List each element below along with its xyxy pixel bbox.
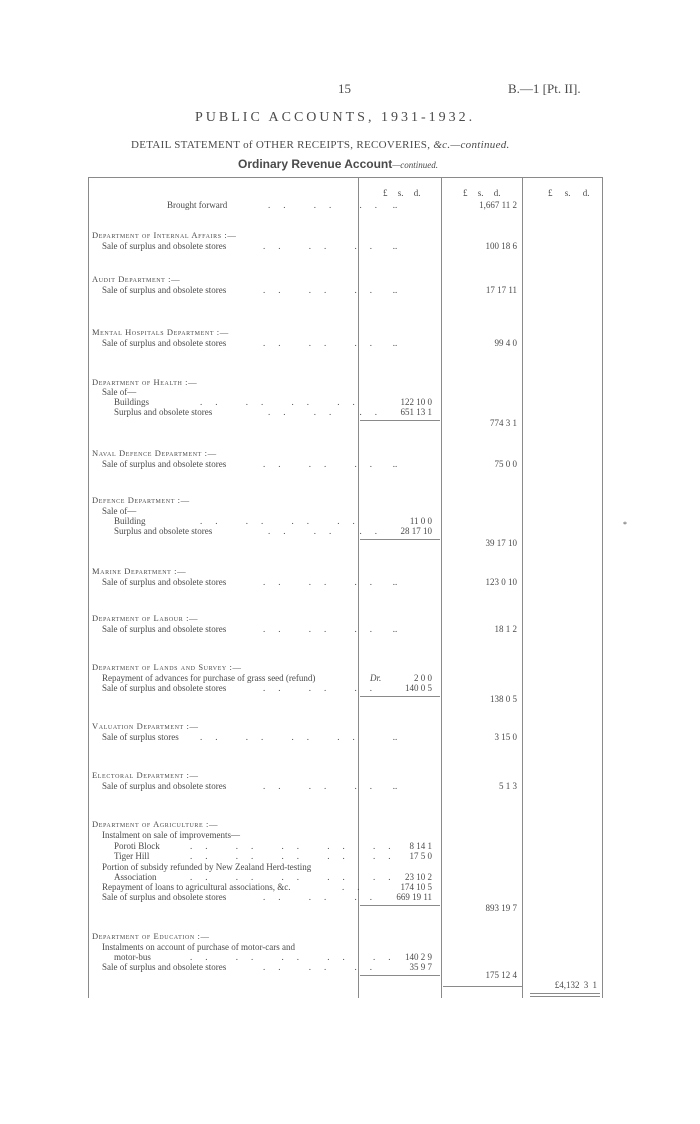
line-item: Sale of surplus and obsolete stores — [102, 781, 227, 791]
section-heading: Department of Education :— — [92, 931, 210, 941]
line-item: Surplus and obsolete stores — [114, 407, 213, 417]
statement-subtitle — [131, 139, 510, 151]
subtotal-rule — [360, 539, 440, 540]
line-item: Sale of surplus and obsolete stores — [102, 962, 227, 972]
line-item: Sale of surplus and obsolete stores — [102, 285, 227, 295]
item-amount: 174 10 5 — [400, 882, 432, 892]
leader-dots: .. .. .. — [263, 577, 385, 587]
total-rule — [443, 986, 523, 987]
item-amount: .. — [392, 732, 398, 742]
section-total: 5 1 3 — [499, 781, 517, 791]
line-item: Sale of surplus stores — [102, 732, 179, 742]
leader-dots: .. .. .. — [263, 338, 385, 348]
document-reference: B.—1 [Pt. II]. — [508, 81, 581, 96]
item-amount: 23 10 2 — [405, 872, 432, 882]
leader-dots: .. .. .. .. — [200, 516, 368, 526]
leader-dots: .. .. .. .. .. — [190, 952, 404, 962]
item-amount: 669 19 11 — [396, 892, 432, 902]
section-heading: Valuation Department :— — [92, 721, 199, 731]
line-item-sub: Instalment on sale of improvements— — [102, 830, 240, 840]
section-total: 138 0 5 — [490, 694, 517, 704]
item-amount: 140 2 9 — [405, 952, 432, 962]
line-item: Sale of surplus and obsolete stores — [102, 241, 227, 251]
item-amount: .. — [392, 241, 398, 251]
section-total: 18 1 2 — [494, 624, 517, 634]
section-total: 39 17 10 — [485, 538, 517, 548]
brought-forward-c1: .. — [392, 200, 398, 210]
section-heading: Department of Labour :— — [92, 613, 199, 623]
brought-forward-amount: 1,667 11 2 — [479, 200, 517, 210]
line-item: Sale of surplus and obsolete stores — [102, 338, 227, 348]
line-item: Poroti Block — [114, 841, 160, 851]
leader-dots: .. .. .. .. .. — [190, 841, 404, 851]
column-header-2: £ s. d. — [463, 188, 501, 198]
leader-dots: .. .. .. — [268, 526, 390, 536]
line-item: Repayment of advances for purchase of grass seed (refund) — [102, 673, 316, 683]
leader-dots: .. .. .. — [263, 962, 385, 972]
leader-dots: .. .. .. — [263, 285, 385, 295]
leader-dots: .. .. .. — [268, 200, 390, 210]
right-border — [602, 178, 603, 998]
line-item: Buildings — [114, 397, 150, 407]
subtitle-continued: &c.—continued. — [433, 139, 510, 151]
item-amount: .. — [392, 577, 398, 587]
item-amount: .. — [392, 285, 398, 295]
item-amount: 35 9 7 — [409, 962, 432, 972]
section-total: 99 4 0 — [494, 338, 517, 348]
section-heading: Marine Department :— — [92, 566, 187, 576]
item-amount: 11 0 0 — [409, 516, 432, 526]
page-number: 15 — [338, 81, 351, 96]
line-item: Surplus and obsolete stores — [114, 526, 213, 536]
brought-forward-label: Brought forward — [167, 200, 228, 210]
item-amount: 140 0 5 — [405, 683, 432, 693]
line-item: Tiger Hill — [114, 851, 150, 861]
line-item: Building — [114, 516, 146, 526]
item-amount: 122 10 0 — [400, 397, 432, 407]
section-heading: Electoral Department :— — [92, 770, 199, 780]
account-main: Ordinary Revenue Account — [238, 157, 393, 171]
left-border — [88, 178, 89, 998]
item-amount: .. — [392, 624, 398, 634]
line-item: motor-bus — [114, 952, 151, 962]
line-item: Instalments on account of purchase of motor-cars and — [102, 942, 296, 952]
section-total: 100 18 6 — [485, 241, 517, 251]
table-top-rule — [88, 177, 603, 178]
section-total: 75 0 0 — [494, 459, 517, 469]
leader-dots: .. .. .. — [263, 892, 385, 902]
item-amount: 2 0 0 — [414, 673, 432, 683]
item-amount: .. — [392, 338, 398, 348]
leader-dots: .. .. .. .. — [200, 732, 368, 742]
column-divider-3 — [522, 178, 523, 998]
account-heading — [238, 157, 438, 171]
section-total: 3 15 0 — [494, 732, 517, 742]
leader-dots: .. .. .. .. .. — [190, 851, 404, 861]
section-heading: Department of Health :— — [92, 377, 198, 387]
section-total: 123 0 10 — [485, 577, 517, 587]
leader-dots: .. .. .. .. — [200, 397, 368, 407]
leader-dots: .. .. .. .. .. — [190, 872, 404, 882]
line-item: Repayment of loans to agricultural associations, &c. — [102, 882, 291, 892]
line-item-sub: Sale of— — [102, 387, 137, 397]
subtitle-main: DETAIL STATEMENT of OTHER RECEIPTS, RECOVERIES, — [131, 139, 431, 151]
leader-dots: .. .. .. — [263, 781, 385, 791]
leader-dots: .. .. .. — [263, 624, 385, 634]
line-item: Sale of surplus and obsolete stores — [102, 459, 227, 469]
line-item: Sale of surplus and obsolete stores — [102, 624, 227, 634]
page-title: PUBLIC ACCOUNTS, 1931-1932. — [195, 110, 476, 125]
leader-dots: .. .. .. — [263, 459, 385, 469]
section-heading: Mental Hospitals Department :— — [92, 327, 229, 337]
item-amount: .. — [392, 781, 398, 791]
item-amount: .. — [392, 459, 398, 469]
section-heading: Defence Department :— — [92, 495, 190, 505]
section-total: 893 19 7 — [485, 903, 517, 913]
grand-total-rule-lower — [530, 996, 600, 997]
leader-dots: .. — [342, 882, 373, 892]
line-item: Association — [114, 872, 157, 882]
subtotal-rule — [360, 696, 440, 697]
item-amount: 8 14 1 — [409, 841, 432, 851]
section-total: 175 12 4 — [485, 970, 517, 980]
section-total: 774 3 1 — [490, 418, 517, 428]
line-item: Sale of surplus and obsolete stores — [102, 577, 227, 587]
line-item: Sale of surplus and obsolete stores — [102, 683, 227, 693]
item-amount: 17 5 0 — [409, 851, 432, 861]
section-heading: Audit Department :— — [92, 274, 181, 284]
subtotal-rule — [360, 975, 440, 976]
line-item: Portion of subsidy refunded by New Zealand Herd-testing — [102, 862, 312, 872]
section-total: 17 17 11 — [485, 285, 517, 295]
grand-total-rule-upper — [530, 993, 600, 994]
column-header-3: £ s. d. — [548, 188, 590, 198]
leader-dots: .. .. .. — [263, 683, 385, 693]
line-item: Sale of surplus and obsolete stores — [102, 892, 227, 902]
section-heading: Department of Internal Affairs :— — [92, 230, 237, 240]
grand-total: £4,132 3 1 — [554, 980, 597, 990]
item-amount: 651 13 1 — [400, 407, 432, 417]
margin-mark: * — [623, 520, 627, 529]
line-item-sub: Sale of— — [102, 506, 137, 516]
account-continued: —continued. — [392, 160, 439, 170]
subtotal-rule — [360, 905, 440, 906]
column-header-1: £ s. d. — [383, 188, 421, 198]
section-heading: Department of Lands and Survey :— — [92, 662, 242, 672]
item-amount: 28 17 10 — [400, 526, 432, 536]
section-heading: Department of Agriculture :— — [92, 819, 219, 829]
leader-dots: .. .. .. — [268, 407, 390, 417]
column-divider-2 — [441, 178, 442, 998]
leader-dots: .. .. .. — [263, 241, 385, 251]
section-heading: Naval Defence Department :— — [92, 448, 217, 458]
debit-marker: Dr. — [370, 673, 382, 683]
subtotal-rule — [360, 420, 440, 421]
